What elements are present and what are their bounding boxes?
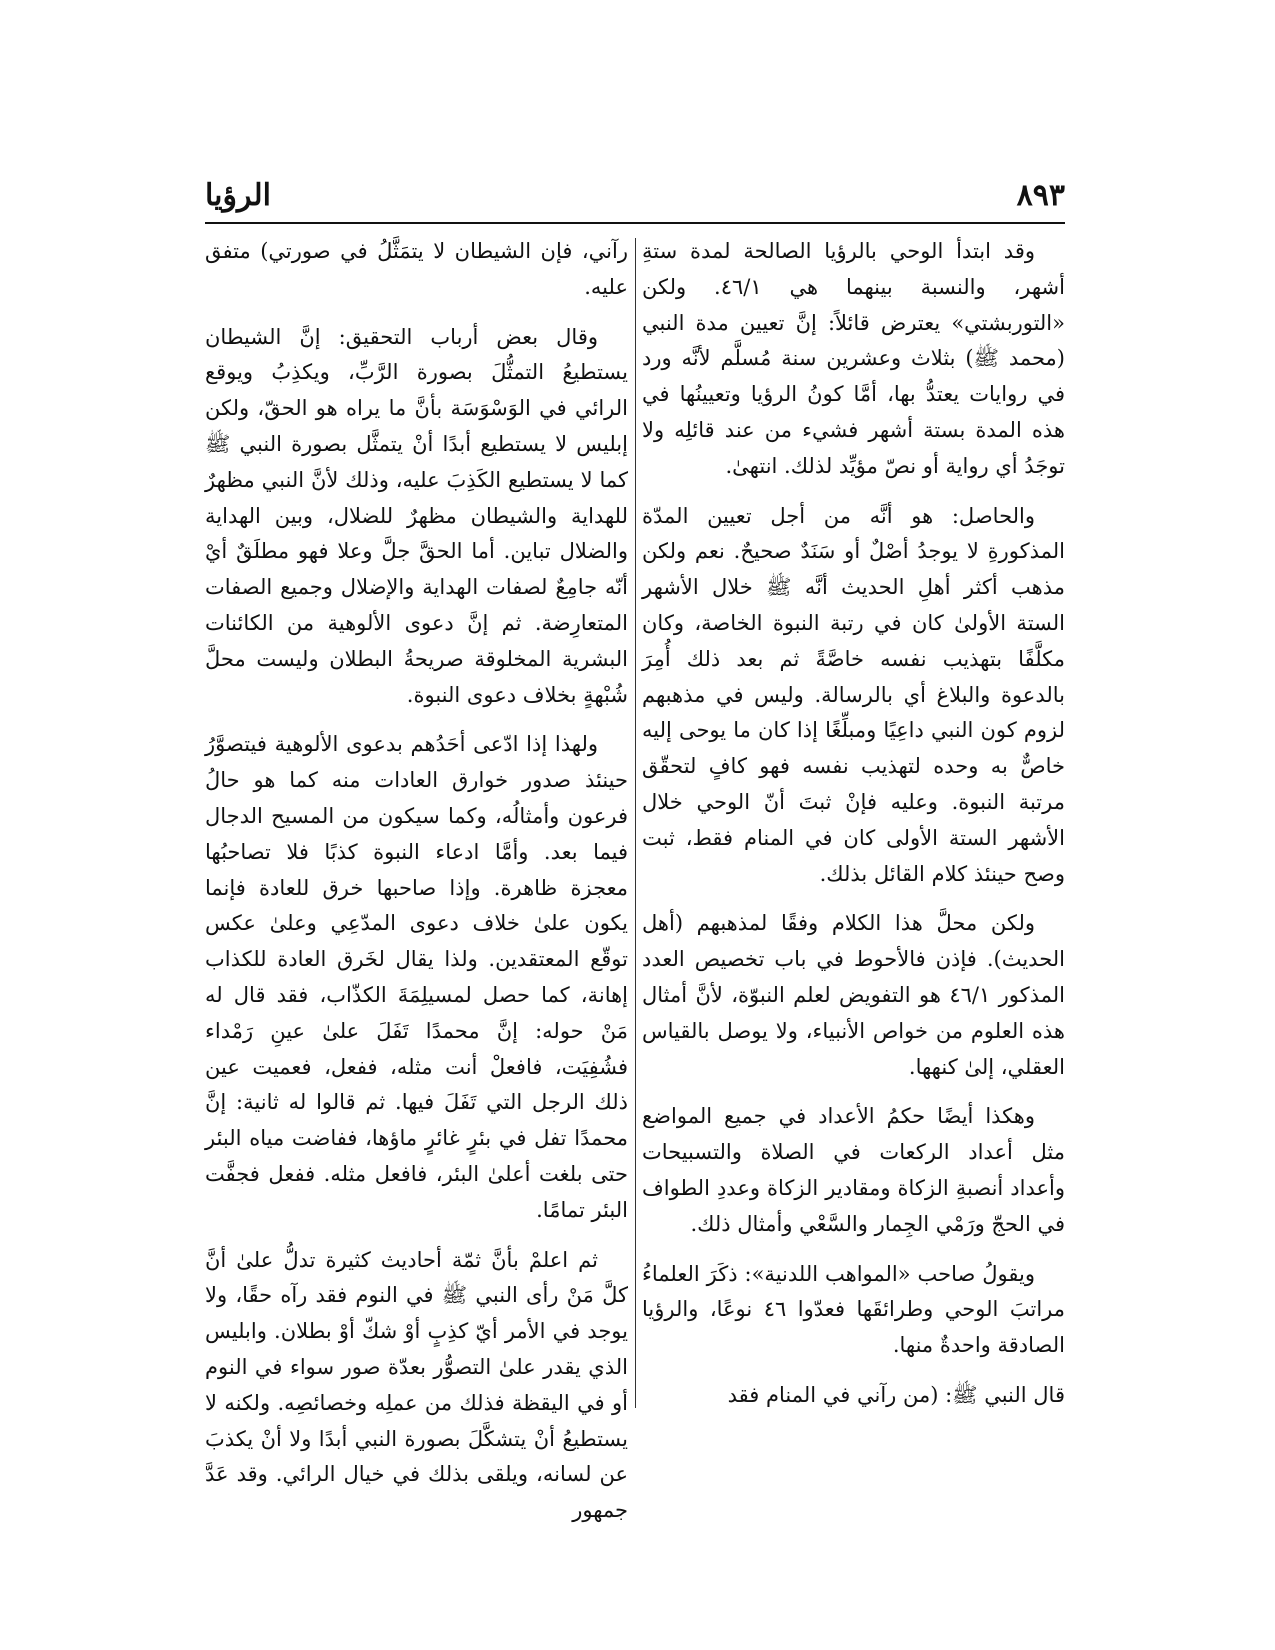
paragraph: وهكذا أيضًا حكمُ الأعداد في جميع المواضع مثل أعداد الركعات في الصلاة والتسبيحات وأعداد أنصبةِ الزكاة ومقادير الزكاة وعددِ الطواف في الحجّ ورَمْي الجِمار والسَّعْي وأمثال ذلك. (642, 1104, 1065, 1236)
page-header (205, 178, 1065, 220)
page-number: ٨٩٣ (1016, 178, 1065, 213)
left-column (205, 234, 628, 1523)
paragraph: قال النبي ﷺ: (من رآني في المنام فقد (727, 1382, 1065, 1407)
paragraph: وقد ابتدأ الوحي بالرؤيا الصالحة لمدة ستةِ أشهر، والنسبة بينهما هي ٤٦/١. ولكن «التوربشتي» يعترض قائلاً: إنَّ تعيين مدة النبي (محمد ﷺ) بثلاث وعشرين سنة مُسلَّم لأنَّه ورد في روايات يعتدُّ بها، أمَّا كونُ الرؤيا وتعيينُها في هذه المدة بستة أشهر فشيء من عند قائلِه ولا توجَدُ أي رواية أو نصّ مؤيِّد لذلك. انتهىٰ. (642, 239, 1065, 478)
paragraph: ولهذا إذا ادّعى أحَدُهم بدعوى الألوهية فيتصوَّرُ حينئذ صدور خوارق العادات منه كما هو حالُ فرعون وأمثالُه، وكما سيكون من المسيح الدجال فيما بعد. وأمَّا ادعاء النبوة كذبًا فلا تصاحبُها معجزة ظاهرة. وإذا صاحبها خرق للعادة فإنما يكون علىٰ خلاف دعوى المدّعِي وعلىٰ عكس توقّع المعتقدين. ولذا يقال لخَرق العادة للكذاب إهانة، كما حصل لمسيلِمَةَ الكذّاب، فقد قال له مَنْ حوله: إنَّ محمدًا تَفَلَ علىٰ عينِ رَمْداء فشُفِيَت، فافعلْ أنت مثله، ففعل، فعميت عين ذلك الرجل التي تَفَلَ فيها. ثم قالوا له ثانية: إنَّ محمدًا تفل في بئرٍ غائرٍ ماؤها، ففاضت مياه البئر حتى بلغت أعلىٰ البئر، فافعل مثله. ففعل فجفَّت البئر تمامًا. (205, 732, 628, 1222)
right-column (642, 234, 1065, 1409)
paragraph: رآني، فإن الشيطان لا يتمَثَّلُ في صورتي) متفق عليه. (205, 239, 628, 299)
paragraph: والحاصل: هو أنَّه من أجل تعيين المدّة المذكورةِ لا يوجدُ أصْلٌ أو سَنَدٌ صحيحٌ. نعم ولكن مذهب أكثر أهلِ الحديث أنَّه ﷺ خلال الأشهر الستة الأولىٰ كان في رتبة النبوة الخاصة، وكان مكلَّفًا بتهذيب نفسه خاصَّةً ثم بعد ذلك أُمِرَ بالدعوة والبلاغ أي بالرسالة. وليس في مذهبهم لزوم كون النبي داعِيًا ومبلِّغًا إذا كان ما يوحى إليه خاصٌّ به وحده لتهذيب نفسه فهو كافٍ لتحقّق مرتبة النبوة. وعليه فإنْ ثبتَ أنّ الوحي خلال الأشهر الستة الأولى كان في المنام فقط، ثبت وصح حينئذ كلام القائل بذلك. (642, 503, 1065, 886)
paragraph: ثم اعلمْ بأنَّ ثمّة أحاديث كثيرة تدلُّ علىٰ أنَّ كلَّ مَنْ رأى النبي ﷺ في النوم فقد رآه حقًا، ولا يوجد في الأمر أيّ كذِبٍ أوْ شكّ أوْ بطلان. وابليس الذي يقدر علىٰ التصوُّر بعدّة صور سواء في النوم أو في اليقظة فذلك من عملِه وخصائصِه. ولكنه لا يستطيعُ أنْ يتشكَّلَ بصورة النبي أبدًا ولا أنْ يكذبَ عن لسانه، ويلقى بذلك في خيال الرائي. وقد عَدَّ جمهور (205, 1247, 628, 1523)
paragraph: ولكن محلَّ هذا الكلام وفقًا لمذهبهم (أهل الحديث). فإذن فالأحوط في باب تخصيص العدد المذكور ٤٦/١ هو التفويض لعلم النبوّة، لأنَّ أمثال هذه العلوم من خواص الأنبياء، ولا يوصل بالقياس العقلي، إلىٰ كنهها. (642, 911, 1066, 1079)
paragraph: ويقولُ صاحب «المواهب اللدنية»: ذكَرَ العلماءُ مراتبَ الوحي وطرائقَها فعدّوا ٤٦ نوعًا، والرؤيا الصادقة واحدةٌ منها. (642, 1261, 1065, 1358)
header-rule (205, 222, 1065, 224)
column-divider (635, 238, 636, 1408)
paragraph: وقال بعض أرباب التحقيق: إنَّ الشيطان يستطيعُ التمثُّلَ بصورة الرَّبِّ، ويكذِبُ ويوقع الرائي في الوَسْوَسَة بأنَّ ما يراه هو الحقّ، ولكن إبليس لا يستطيع أبدًا أنْ يتمثَّل بصورة النبي ﷺ كما لا يستطيع الكَذِبَ عليه، وذلك لأنَّ النبي مظهرٌ للهداية والشيطان مظهرٌ للضلال، وبين الهداية والضلال تباين. أما الحقَّ جلَّ وعلا فهو مطلَقٌ أيْ أنّه جامِعٌ لصفات الهداية والإضلال وجميع الصفات المتعارِضة. ثم إنَّ دعوى الألوهية من الكائنات البشرية المخلوقة صريحةُ البطلان وليست محلَّ شُبْهةٍ بخلاف دعوى النبوة. (205, 324, 628, 707)
running-title: الرؤيا (205, 178, 272, 213)
